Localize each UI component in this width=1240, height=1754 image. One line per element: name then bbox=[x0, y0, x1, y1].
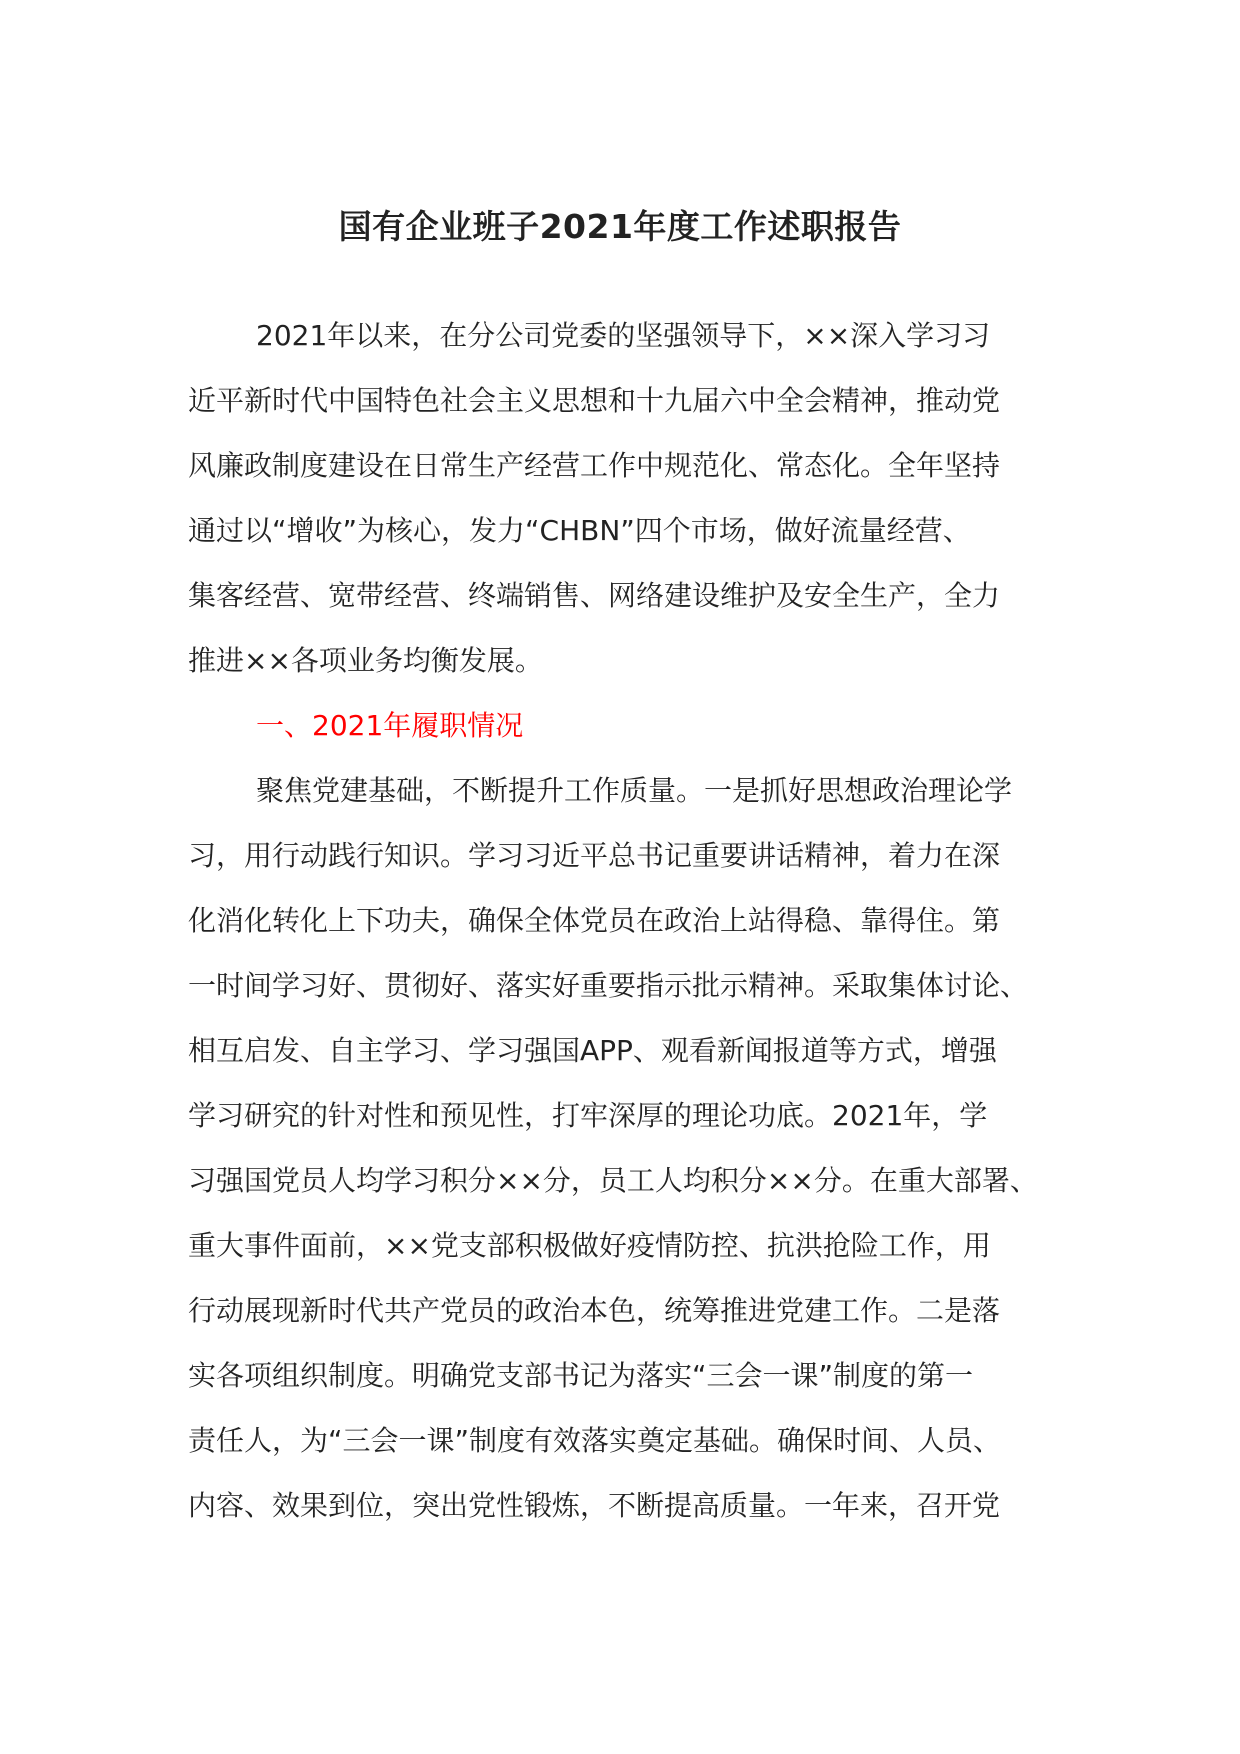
document-title: 国有企业班子2021年度工作述职报告 bbox=[338, 207, 902, 246]
section-line: 内容、效果到位，突出党性锻炼，不断提高质量。一年来，召开党 bbox=[188, 1489, 1001, 1522]
section-heading: 一、2021年履职情况 bbox=[256, 709, 524, 742]
section-line: 学习研究的针对性和预见性，打牢深厚的理论功底。2021年，学 bbox=[188, 1099, 988, 1132]
intro-line: 集客经营、宽带经营、终端销售、网络建设维护及安全生产，全力 bbox=[188, 579, 1001, 612]
intro-line: 2021年以来，在分公司党委的坚强领导下，××深入学习习 bbox=[256, 319, 991, 352]
section-line: 聚焦党建基础，不断提升工作质量。一是抓好思想政治理论学 bbox=[256, 774, 1013, 807]
section-line: 实各项组织制度。明确党支部书记为落实“三会一课”制度的第一 bbox=[188, 1359, 974, 1392]
section-line: 行动展现新时代共产党员的政治本色，统筹推进党建工作。二是落 bbox=[188, 1294, 1001, 1327]
section-line: 责任人，为“三会一课”制度有效落实奠定基础。确保时间、人员、 bbox=[188, 1424, 1002, 1457]
section-line: 重大事件面前，××党支部积极做好疫情防控、抗洪抢险工作，用 bbox=[188, 1229, 991, 1262]
section-line: 化消化转化上下功夫，确保全体党员在政治上站得稳、靠得住。第 bbox=[188, 904, 1001, 937]
document-body bbox=[188, 303, 1068, 1538]
section-line: 相互启发、自主学习、学习强国APP、观看新闻报道等方式，增强 bbox=[188, 1034, 997, 1067]
intro-line: 推进××各项业务均衡发展。 bbox=[188, 644, 543, 677]
section-line: 一时间学习好、贯彻好、落实好重要指示批示精神。采取集体讨论、 bbox=[188, 969, 1029, 1002]
section-line: 习，用行动践行知识。学习习近平总书记重要讲话精神，着力在深 bbox=[188, 839, 1001, 872]
intro-line: 风廉政制度建设在日常生产经营工作中规范化、常态化。全年坚持 bbox=[188, 449, 1001, 482]
section-line: 习强国党员人均学习积分××分，员工人均积分××分。在重大部署、 bbox=[188, 1164, 1038, 1197]
intro-line: 通过以“增收”为核心，发力“CHBN”四个市场，做好流量经营、 bbox=[188, 514, 971, 547]
intro-line: 近平新时代中国特色社会主义思想和十九届六中全会精神，推动党 bbox=[188, 384, 1001, 417]
